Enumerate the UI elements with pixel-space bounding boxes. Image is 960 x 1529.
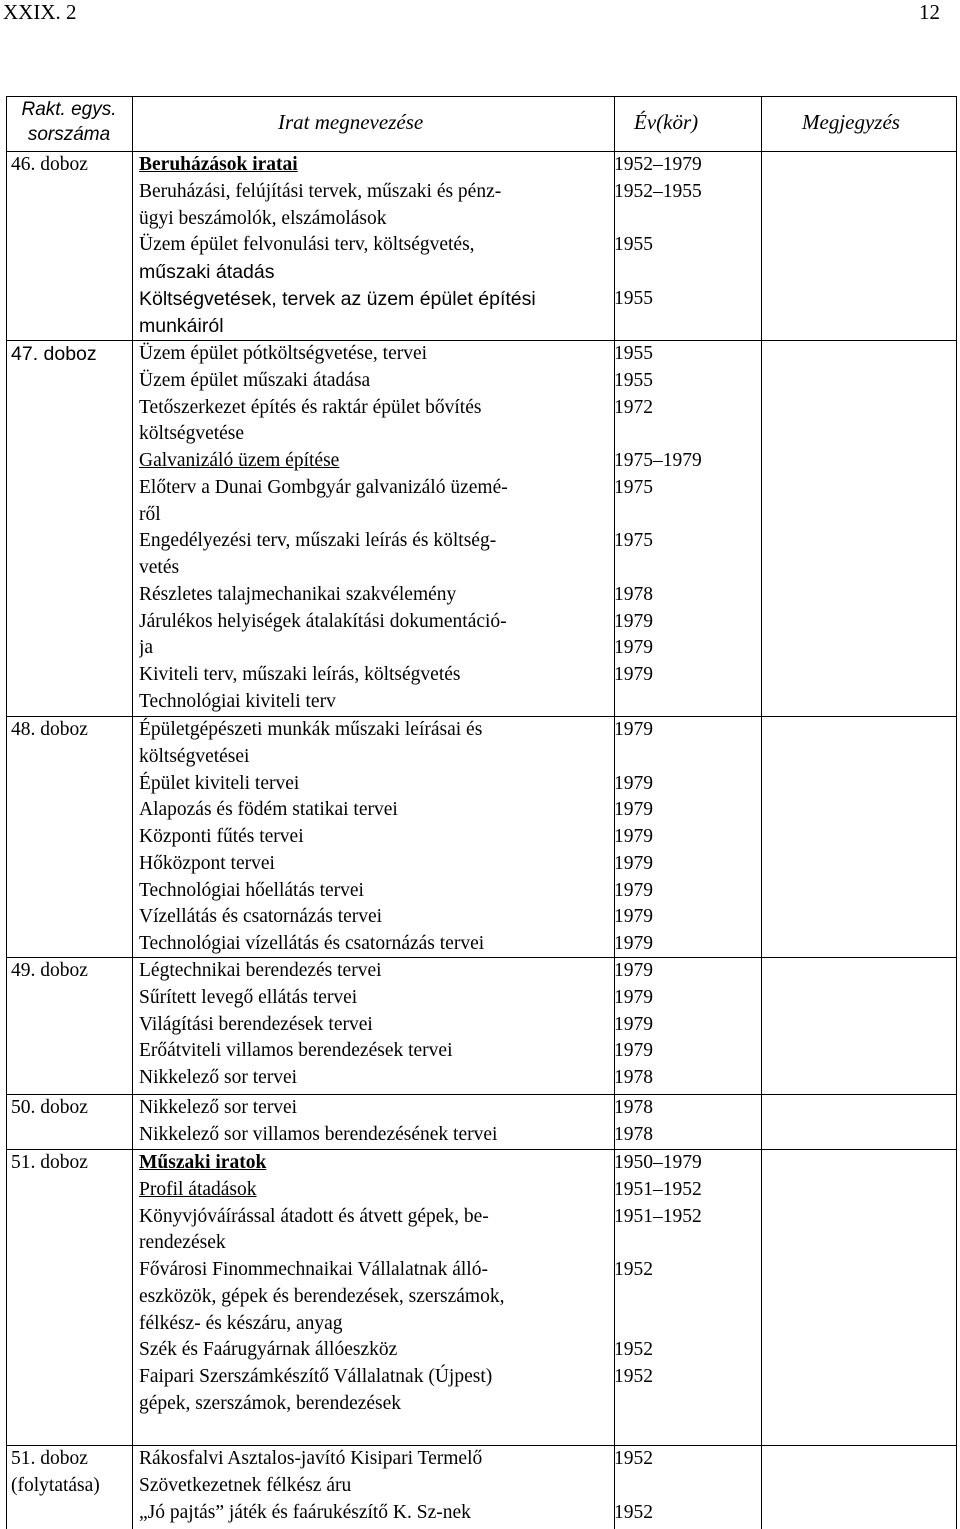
year-value: 1979 bbox=[614, 1013, 653, 1035]
table-top-border bbox=[6, 96, 957, 97]
box-number-line: 51. doboz bbox=[11, 1152, 88, 1173]
document-title-line: ügyi beszámolók, elszámolások bbox=[139, 207, 387, 229]
year-value: 1955 bbox=[614, 234, 653, 256]
document-titles bbox=[139, 152, 614, 339]
year-value: 1951–1952 bbox=[614, 1205, 702, 1227]
table-left-border bbox=[6, 96, 7, 1529]
box-number-line: 51. doboz bbox=[11, 1448, 88, 1469]
year-value: 1978 bbox=[614, 583, 653, 605]
document-title-line: Fővárosi Finommechnaikai Vállalatnak álló- bbox=[139, 1259, 488, 1280]
year-value bbox=[614, 1284, 764, 1311]
year-value: 1979 bbox=[614, 1040, 653, 1062]
year-value: 1972 bbox=[614, 396, 653, 418]
document-title-line: Épület kiviteli tervei bbox=[139, 772, 300, 794]
box-number bbox=[11, 1446, 131, 1500]
year-value: 1979 bbox=[614, 826, 653, 847]
document-title-line: Beruházási, felújítási tervek, műszaki és pénz- bbox=[139, 180, 502, 202]
page-header-left: XXIX. 2 bbox=[3, 0, 77, 24]
document-title-line: költségvetései bbox=[139, 745, 250, 767]
document-title-line: Nikkelező sor tervei bbox=[139, 1067, 298, 1088]
document-title-line: Technológiai hőellátás tervei bbox=[139, 879, 364, 901]
year-column bbox=[614, 1095, 764, 1149]
column-header-unit-line2: sorszáma bbox=[27, 124, 111, 145]
year-value: 1979 bbox=[614, 906, 653, 928]
year-value: 1950–1979 bbox=[614, 1152, 702, 1173]
column-header-year: Év(kör) bbox=[634, 110, 699, 134]
year-value bbox=[614, 206, 764, 233]
column-header-unit-line1: Rakt. egys. bbox=[21, 99, 117, 120]
document-title-line: Szövetkezetnek félkész áru bbox=[139, 1474, 352, 1496]
year-value: 1955 bbox=[614, 343, 653, 364]
document-title-line: eszközök, gépek és berendezések, szerszámok, bbox=[139, 1285, 505, 1307]
box-number bbox=[11, 152, 131, 179]
document-title-line: Nikkelező sor villamos berendezésének tervei bbox=[139, 1123, 498, 1145]
document-title-line: Faipari Szerszámkészítő Vállalatnak (Újpest) bbox=[139, 1366, 493, 1387]
year-value: 1979 bbox=[614, 879, 653, 901]
year-value: 1979 bbox=[614, 772, 653, 794]
document-title-line: vetés bbox=[139, 557, 180, 578]
document-titles bbox=[139, 1446, 614, 1526]
document-title-line: Központi fűtés tervei bbox=[139, 826, 304, 847]
document-title-line: Profil átadások bbox=[139, 1178, 257, 1200]
year-value bbox=[614, 421, 764, 448]
year-value: 1951–1952 bbox=[614, 1178, 702, 1200]
year-value: 1979 bbox=[614, 664, 653, 685]
year-value: 1975–1979 bbox=[614, 450, 702, 471]
year-value: 1979 bbox=[614, 852, 653, 874]
box-number bbox=[11, 717, 131, 744]
year-value bbox=[614, 744, 764, 771]
document-title-line: Részletes talajmechanikai szakvélemény bbox=[139, 583, 457, 605]
document-titles bbox=[139, 958, 614, 1092]
year-value: 1952–1979 bbox=[614, 154, 702, 175]
year-value: 1978 bbox=[614, 1123, 653, 1145]
document-title-line: Járulékos helyiségek átalakítási dokumentáció- bbox=[139, 610, 507, 632]
year-value: 1952 bbox=[614, 1339, 653, 1361]
year-column bbox=[614, 1150, 764, 1418]
year-value bbox=[614, 1473, 764, 1500]
year-value: 1952–1955 bbox=[614, 180, 702, 202]
year-value: 1952 bbox=[614, 1259, 653, 1280]
document-title-line: Vízellátás és csatornázás tervei bbox=[139, 906, 383, 928]
year-value bbox=[614, 1230, 764, 1257]
column-header-title: Irat megnevezése bbox=[278, 110, 424, 134]
year-column bbox=[614, 958, 764, 1092]
document-title-line: Galvanizáló üzem építése bbox=[139, 450, 340, 471]
document-title-line: Üzem épület pótköltségvetése, tervei bbox=[139, 343, 428, 364]
year-column bbox=[614, 1446, 764, 1526]
box-number-line: 50. doboz bbox=[11, 1097, 88, 1118]
box-number-line: 49. doboz bbox=[11, 960, 88, 981]
year-value: 1979 bbox=[614, 637, 653, 659]
document-title-line: Kiviteli terv, műszaki leírás, költségvetés bbox=[139, 664, 461, 685]
box-number bbox=[11, 1150, 131, 1177]
year-column bbox=[614, 717, 764, 958]
year-value: 1979 bbox=[614, 610, 653, 632]
document-title-line: Szék és Faárugyárnak állóeszköz bbox=[139, 1339, 398, 1361]
box-number-line: 46. doboz bbox=[11, 154, 88, 175]
box-number-line: (folytatása) bbox=[11, 1474, 100, 1496]
document-title-line: Technológiai kiviteli terv bbox=[139, 690, 336, 712]
document-title-line: munkáiról bbox=[139, 314, 224, 337]
box-number-line: 48. doboz bbox=[11, 719, 88, 740]
box-number bbox=[11, 958, 131, 985]
year-value: 1952 bbox=[614, 1448, 653, 1469]
document-titles bbox=[139, 341, 614, 716]
year-value: 1979 bbox=[614, 986, 653, 1008]
year-value: 1978 bbox=[614, 1097, 653, 1118]
document-title-line: Épületgépészeti munkák műszaki leírásai és bbox=[139, 719, 483, 740]
year-value: 1979 bbox=[614, 960, 653, 981]
document-title-line: Rákosfalvi Asztalos-javító Kisipari Termelő bbox=[139, 1448, 483, 1469]
document-titles bbox=[139, 1150, 614, 1418]
document-titles bbox=[139, 1095, 614, 1149]
year-value: 1979 bbox=[614, 933, 653, 954]
year-value: 1978 bbox=[614, 1067, 653, 1088]
document-title-line: Tetőszerkezet építés és raktár épület bővítés bbox=[139, 396, 482, 418]
document-title-line: Költségvetések, tervek az üzem épület építési bbox=[139, 287, 536, 310]
document-title-line: Világítási berendezések tervei bbox=[139, 1013, 373, 1035]
box-number-line: 47. doboz bbox=[11, 343, 97, 365]
document-title-line: Üzem épület műszaki átadása bbox=[139, 369, 371, 391]
document-title-line: Könyvjóváírással átadott és átvett gépek, be- bbox=[139, 1205, 489, 1227]
page-number: 12 bbox=[919, 0, 940, 24]
year-value bbox=[614, 689, 764, 716]
document-title-line: gépek, szerszámok, berendezések bbox=[139, 1392, 402, 1414]
year-value: 1952 bbox=[614, 1366, 653, 1387]
document-title-line: rendezések bbox=[139, 1232, 226, 1254]
year-value: 1955 bbox=[614, 287, 653, 309]
year-value bbox=[614, 1391, 764, 1418]
year-value bbox=[614, 1311, 764, 1338]
document-title-line: Sűrített levegő ellátás tervei bbox=[139, 986, 358, 1008]
document-title-line: Hőközpont tervei bbox=[139, 852, 275, 874]
year-column bbox=[614, 341, 764, 716]
document-title-line: félkész- és készáru, anyag bbox=[139, 1312, 343, 1334]
document-titles bbox=[139, 717, 614, 958]
document-title-line: ja bbox=[139, 637, 154, 659]
document-title-line: Engedélyezési terv, műszaki leírás és költség- bbox=[139, 530, 497, 552]
document-title-line: Erőátviteli villamos berendezések tervei bbox=[139, 1040, 453, 1062]
year-value bbox=[614, 502, 764, 529]
document-title-line: Légtechnikai berendezés tervei bbox=[139, 960, 382, 981]
table-right-border bbox=[956, 96, 957, 1529]
year-column bbox=[614, 152, 764, 339]
year-value bbox=[614, 555, 764, 582]
year-value: 1979 bbox=[614, 719, 653, 740]
column-divider-1 bbox=[132, 96, 133, 1529]
year-value: 1952 bbox=[614, 1501, 653, 1523]
document-title-line: Előterv a Dunai Gombgyár galvanizáló üzemé- bbox=[139, 476, 508, 498]
column-header-note: Megjegyzés bbox=[802, 110, 900, 134]
year-value bbox=[614, 313, 764, 340]
box-number bbox=[11, 341, 131, 368]
document-title-line: ről bbox=[139, 503, 161, 525]
document-title-line: műszaki átadás bbox=[139, 261, 275, 283]
document-title-line: Üzem épület felvonulási terv, költségvetés, bbox=[139, 234, 475, 256]
box-number bbox=[11, 1095, 131, 1122]
year-value: 1975 bbox=[614, 530, 653, 552]
document-title-line: Technológiai vízellátás és csatornázás tervei bbox=[139, 933, 485, 954]
year-value: 1975 bbox=[614, 476, 653, 498]
document-title-line: Műszaki iratok bbox=[139, 1152, 267, 1173]
year-value: 1955 bbox=[614, 369, 653, 391]
document-title-line: költségvetése bbox=[139, 423, 245, 445]
document-title-line: „Jó pajtás” játék és faárukészítő K. Sz-nek bbox=[139, 1501, 471, 1523]
year-value bbox=[614, 259, 764, 286]
document-title-line: Beruházások iratai bbox=[139, 154, 298, 175]
year-value: 1979 bbox=[614, 799, 653, 821]
document-title-line: Alapozás és födém statikai tervei bbox=[139, 799, 398, 821]
document-title-line: Nikkelező sor tervei bbox=[139, 1097, 298, 1118]
column-header-unit bbox=[9, 97, 129, 147]
